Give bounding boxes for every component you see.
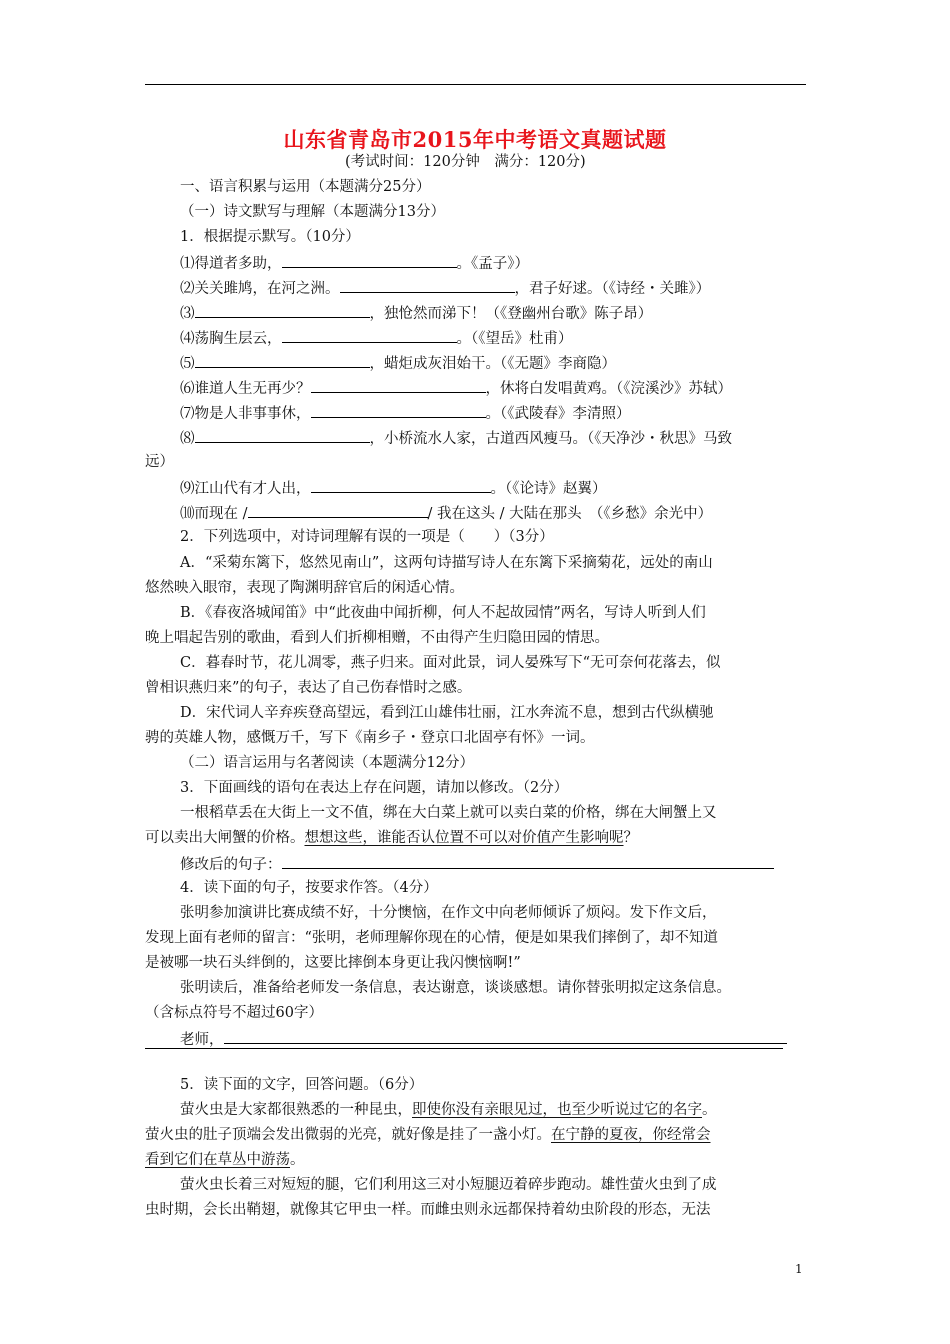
q3-passage: 一根稻草丢在大街上一文不值，绑在大白菜上就可以卖白菜的价格，绑在大闸蟹上又 <box>180 805 717 821</box>
exam-info: (考试时间：120分钟 满分：120分) <box>345 154 586 170</box>
section-heading-1: 一、语言积累与运用（本题满分25分） <box>180 179 431 195</box>
answer-blank[interactable] <box>195 302 370 318</box>
q2-option-d: D．宋代词人辛弃疾登高望远，看到江山雄伟壮丽，江水奔流不息，想到古代纵横驰 <box>180 705 714 721</box>
q5-passage: 萤火虫是大家都很熟悉的一种昆虫，即使你没有亲眼见过，也至少听说过它的名字。 <box>180 1102 717 1118</box>
answer-blank[interactable] <box>248 502 428 518</box>
answer-blank[interactable] <box>282 853 774 869</box>
q2-option-c-cont: 曾相识燕归来”的句子，表达了自己伤春惜时之感。 <box>145 680 472 696</box>
answer-blank[interactable] <box>224 1028 787 1044</box>
question-5: 5．读下面的文字，回答问题。（6分） <box>180 1077 424 1093</box>
q1-item: ⑽而现在 / / 我在这头 / 大陆在那头 （《乡愁》余光中） <box>180 502 712 524</box>
q5-passage-cont: 看到它们在草丛中游荡。 <box>145 1152 305 1168</box>
question-2: 2．下列选项中，对诗词理解有误的一项是（ ）（3分） <box>180 529 554 545</box>
question-3: 3．下面画线的语句在表达上存在问题，请加以修改。（2分） <box>180 780 569 796</box>
q3-answer-row: 修改后的句子： <box>180 853 774 875</box>
header-rule <box>145 84 806 85</box>
answer-blank[interactable] <box>311 377 486 393</box>
q5-passage-cont: 萤火虫长着三对短短的腿，它们利用这三对小短腿迈着碎步跑动。雄性萤火虫到了成 <box>180 1177 717 1193</box>
q4-passage-cont: 张明读后，准备给老师发一条信息，表达谢意，谈谈感想。请你替张明拟定这条信息。 <box>180 980 731 996</box>
q2-option-b-cont: 晚上唱起告别的歌曲，看到人们折柳相赠，不由得产生归隐田园的情思。 <box>145 630 609 646</box>
q2-option-d-cont: 骋的英雄人物，感慨万千，写下《南乡子・登京口北固亭有怀》一词。 <box>145 730 595 746</box>
q5-passage-cont: 虫时期，会长出鞘翅，就像其它甲虫一样。而雌虫则永远都保持着幼虫阶段的形态，无法 <box>145 1202 711 1218</box>
answer-blank[interactable] <box>195 427 370 443</box>
exam-title: 山东省青岛市2015年中考语文真题试题 <box>283 127 667 152</box>
q1-item: ⑷荡胸生层云， 。（《望岳》杜甫） <box>180 327 573 349</box>
q1-item: ⑴得道者多助， 。《孟子》） <box>180 252 529 274</box>
q1-item: ⑶ ，独怆然而涕下！（《登幽州台歌》陈子昂） <box>180 302 652 324</box>
underlined-sentence: 看到它们在草丛中游荡 <box>145 1152 290 1168</box>
q1-item: ⑺物是人非事事休， 。（《武陵春》李清照） <box>180 402 631 424</box>
q1-item: ⑻ ，小桥流水人家，古道西风瘦马。（《天净沙・秋思》马致 <box>180 427 732 449</box>
page-number: 1 <box>795 1262 803 1276</box>
q3-passage-cont: 可以卖出大闸蟹的价格。想想这些，谁能否认位置不可以对价值产生影响呢？ <box>145 830 638 846</box>
q1-item: ⑹谁道人生无再少？ ，休将白发唱黄鸡。（《浣溪沙》苏轼） <box>180 377 732 399</box>
answer-line[interactable] <box>145 1048 783 1049</box>
underlined-sentence: 在宁静的夏夜，你经常会 <box>551 1127 711 1143</box>
answer-blank[interactable] <box>282 252 457 268</box>
q4-passage: 张明参加演讲比赛成绩不好，十分懊恼，在作文中向老师倾诉了烦闷。发下作文后， <box>180 905 717 921</box>
answer-blank[interactable] <box>311 402 486 418</box>
q2-option-a-cont: 悠然映入眼帘，表现了陶渊明辞官后的闲适心情。 <box>145 580 464 596</box>
q2-option-c: C．暮春时节，花儿凋零，燕子归来。面对此景，词人晏殊写下“无可奈何花落去，似 <box>180 655 721 671</box>
q4-answer-row: 老师， <box>180 1028 787 1050</box>
answer-blank[interactable] <box>340 277 515 293</box>
q1-item: ⑸ ，蜡炬成灰泪始干。（《无题》李商隐） <box>180 352 616 374</box>
q4-passage-cont: 发现上面有老师的留言：“张明，老师理解你现在的心情，便是如果我们摔倒了，却不知道 <box>145 930 718 946</box>
q2-option-b: B．《春夜洛城闻笛》中“此夜曲中闻折柳，何人不起故园情”两名，写诗人听到人们 <box>180 605 706 621</box>
q1-item-continuation: 远） <box>145 454 174 470</box>
q4-passage-cont: 是被哪一块石头绊倒的，这要比摔倒本身更让我闪懊恼啊!” <box>145 955 521 971</box>
underlined-sentence: 想想这些，谁能否认位置不可以对价值产生影响呢 <box>304 830 624 846</box>
subsection-heading-1: （一）诗文默写与理解（本题满分13分） <box>180 204 445 220</box>
question-1: 1．根据提示默写。（10分） <box>180 229 360 245</box>
q1-item: ⑵关关雎鸠，在河之洲。 ，君子好逑。（《诗经・关雎》） <box>180 277 710 299</box>
answer-blank[interactable] <box>311 477 491 493</box>
q4-passage-cont: （含标点符号不超过60字） <box>145 1005 323 1021</box>
answer-blank[interactable] <box>282 327 457 343</box>
question-4: 4．读下面的句子，按要求作答。（4分） <box>180 880 438 896</box>
underlined-sentence: 即使你没有亲眼见过，也至少听说过它的名字 <box>412 1102 702 1118</box>
q5-passage-cont: 萤火虫的肚子顶端会发出微弱的光亮，就好像是挂了一盏小灯。在宁静的夏夜，你经常会 <box>145 1127 711 1143</box>
subsection-heading-2: （二）语言运用与名著阅读（本题满分12分） <box>180 755 474 771</box>
q2-option-a: A．“采菊东篱下，悠然见南山”，这两句诗描写诗人在东篱下采摘菊花，远处的南山 <box>180 555 713 571</box>
answer-blank[interactable] <box>195 352 370 368</box>
q1-item: ⑼江山代有才人出， 。（《论诗》赵翼） <box>180 477 607 499</box>
